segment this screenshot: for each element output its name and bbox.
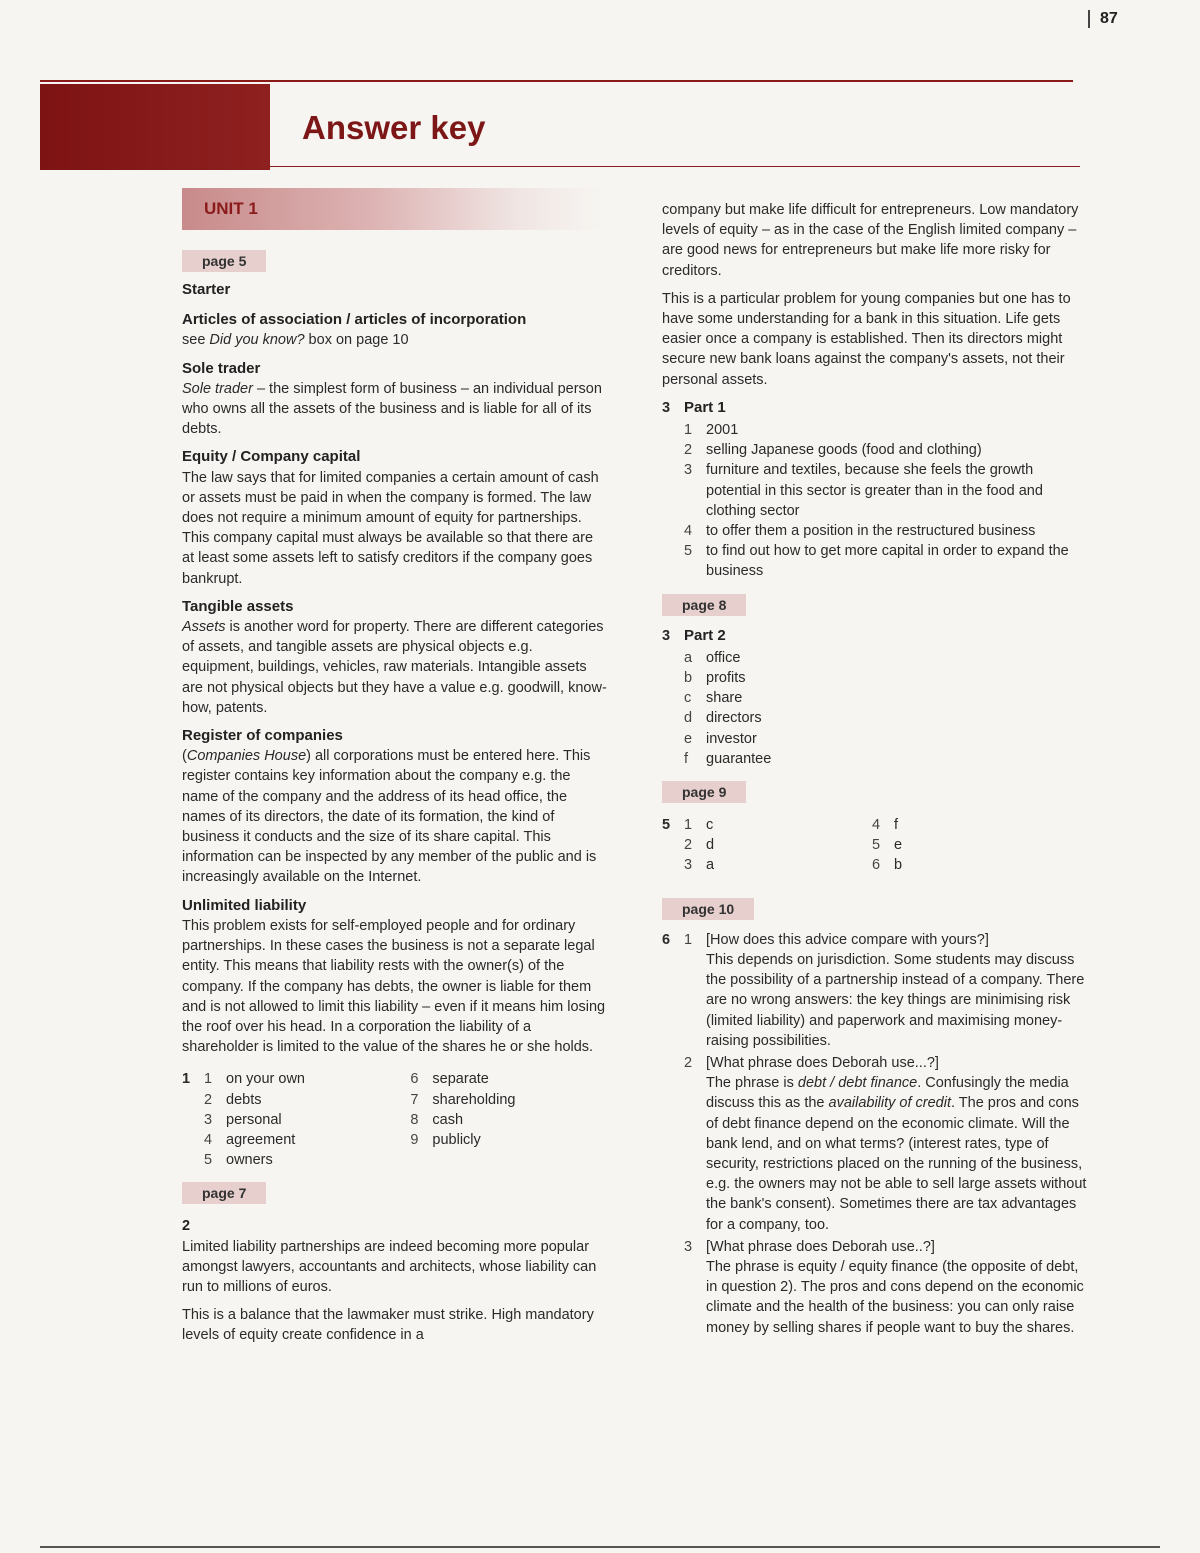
answer-text: to offer them a position in the restructured business <box>706 523 1036 540</box>
item-answer: The phrase is equity / equity finance (the opposite of debt, in question 2). The pros and cons depend on the economic climate and the health of the business: you can only raise money by selling shares if people want to buy the shares. <box>706 1258 1084 1336</box>
answer-text: 2001 <box>706 422 739 439</box>
exercise-3-part-2 <box>662 626 1092 777</box>
exercise-1-answers <box>182 1069 607 1170</box>
title-underline <box>270 166 1080 167</box>
page-title: Answer key <box>302 109 486 146</box>
answer-number: 2 <box>684 442 693 459</box>
answer-text: to find out how to get more capital in order to expand the business <box>706 543 1069 580</box>
exercise-3-number: 3 <box>662 399 671 416</box>
answer-text: b <box>894 857 903 874</box>
exercise-6 <box>662 930 1092 1340</box>
answer-text: shareholding <box>432 1091 516 1108</box>
answer-text: furniture and textiles, because she feels the growth potential in this sector is greater than in the food and clothing sector <box>706 462 1043 519</box>
register-heading: Register of companies <box>182 727 343 745</box>
exercise-6-number: 6 <box>662 931 671 948</box>
answer-text: separate <box>432 1071 489 1088</box>
answer-row <box>410 1069 607 1089</box>
answer-row <box>872 855 1072 875</box>
sole-trader-text: Sole trader – the simplest form of business – an individual person who owns all the assets of the business and is liable for all of its debts. <box>182 380 602 438</box>
page-tab-10: page 10 <box>662 898 754 920</box>
answer-row <box>204 1130 410 1150</box>
exercise-1-col-2 <box>410 1069 607 1170</box>
exercise-5-col-1 <box>684 815 872 876</box>
answer-row <box>684 541 1092 581</box>
answer-row <box>410 1090 607 1110</box>
answer-row <box>684 729 1092 749</box>
answer-number: 7 <box>410 1091 419 1108</box>
item-question: [How does this advice compare with yours?] <box>706 931 989 948</box>
answer-text: directors <box>706 710 762 727</box>
answer-row <box>872 815 1072 835</box>
tangible-assets-text: Assets is another word for property. There are different categories of assets, and tangible assets are physical objects e.g. equipment, buildings, vehicles, raw materials. Intangible assets are not physical objects but they have a value e.g. goodwill, know-how, patents. <box>182 619 607 716</box>
exercise-5-answers <box>662 815 1092 876</box>
answer-row <box>684 708 1092 728</box>
answer-number: 5 <box>204 1152 213 1169</box>
answer-text: personal <box>226 1111 282 1128</box>
answer-text: profits <box>706 670 746 687</box>
page-tab-9: page 9 <box>662 781 746 803</box>
answer-row <box>684 815 872 835</box>
answer-row <box>684 668 1092 688</box>
exercise-3b-number: 3 <box>662 627 671 644</box>
answer-number: 5 <box>684 543 693 560</box>
answer-row <box>684 440 1092 460</box>
exercise-5-number: 5 <box>662 817 671 834</box>
exercise-2-paragraph-2: This is a balance that the lawmaker must strike. High mandatory levels of equity create confidence in a <box>182 1307 594 1344</box>
answer-row <box>684 688 1092 708</box>
answer-number: 8 <box>410 1111 419 1128</box>
answer-row <box>204 1150 410 1170</box>
answer-number: 3 <box>684 857 693 874</box>
answer-row <box>684 855 872 875</box>
answer-text: selling Japanese goods (food and clothing) <box>706 442 982 459</box>
page-tab-8: page 8 <box>662 594 746 616</box>
answer-number: 9 <box>410 1131 419 1148</box>
item-number: 1 <box>684 931 693 948</box>
answer-text: publicly <box>432 1131 481 1148</box>
equity-heading: Equity / Company capital <box>182 448 361 466</box>
articles-heading: Articles of association / articles of incorporation <box>182 311 527 329</box>
answer-text: office <box>706 649 741 666</box>
answer-row <box>684 460 1092 521</box>
item-answer: The phrase is debt / debt finance. Confusingly the media discuss this as the availability of credit. The pros and cons of debt finance depend on the economic climate. Will the bank lend, and on what terms? (interest rates, type of security, restrictions placed on the running of the business, e.g. the owners may not be able to sell large assets without the bank's consent). Sometimes there are tax advantages for a company, too. <box>706 1075 1087 1233</box>
answer-number: c <box>684 690 692 707</box>
answer-row <box>684 648 1092 668</box>
answer-text: investor <box>706 730 757 747</box>
answer-text: c <box>706 817 714 834</box>
answer-number: b <box>684 670 693 687</box>
right-column <box>662 200 1092 1340</box>
answer-text: f <box>894 817 899 834</box>
articles-text: see Did you know? box on page 10 <box>182 332 409 349</box>
part-1-list <box>684 420 1092 582</box>
exercise-6-item-2 <box>684 1053 1092 1235</box>
tangible-assets-heading: Tangible assets <box>182 597 294 615</box>
answer-number: 3 <box>204 1111 213 1128</box>
answer-row <box>684 521 1092 541</box>
answer-number: 1 <box>684 422 693 439</box>
answer-number: 1 <box>684 817 693 834</box>
answer-text: d <box>706 837 715 854</box>
answer-number: e <box>684 730 693 747</box>
unit-banner: UNIT 1 <box>182 188 604 230</box>
answer-row <box>204 1110 410 1130</box>
item-question: [What phrase does Deborah use..?] <box>706 1238 935 1255</box>
part-1-heading: Part 1 <box>684 398 726 416</box>
answer-number: 4 <box>204 1131 213 1148</box>
exercise-2-paragraph-1: Limited liability partnerships are indeed becoming more popular amongst lawyers, accountants and architects, whose liability can run to millions of euros. <box>182 1238 597 1295</box>
answer-row <box>410 1110 607 1130</box>
part-2-list <box>684 648 1092 769</box>
exercise-1-number: 1 <box>182 1071 191 1088</box>
answer-number: 4 <box>872 817 881 834</box>
answer-number: d <box>684 710 693 727</box>
answer-number: 2 <box>204 1091 213 1108</box>
left-column <box>182 188 607 1354</box>
page-number: 87 <box>1088 10 1118 28</box>
exercise-2-number: 2 <box>182 1218 191 1235</box>
answer-text: a <box>706 857 715 874</box>
unlimited-liability-text: This problem exists for self-employed people and for ordinary partnerships. In these cases the business is not a separate legal entity. This means that liability rests with the owner(s) of the company. If the company has debts, the owner is liable for them and is not allowed to limit this liability – even if it means him losing the roof over his head. In a corporation the liability of a shareholder is limited to the value of the shares he or she holds. <box>182 917 606 1056</box>
exercise-1-col-1 <box>204 1069 410 1170</box>
continued-paragraph-1: company but make life difficult for entrepreneurs. Low mandatory levels of equity – as in the case of the English limited company – are good news for entrepreneurs but make life more risky for creditors. <box>662 202 1079 279</box>
footer-rule <box>40 1546 1160 1548</box>
part-2-heading: Part 2 <box>684 626 726 644</box>
answer-text: owners <box>226 1152 273 1169</box>
answer-number: a <box>684 649 693 666</box>
answer-row <box>684 749 1092 769</box>
answer-row <box>684 835 872 855</box>
answer-row <box>872 835 1072 855</box>
answer-number: 6 <box>410 1071 419 1088</box>
item-answer: This depends on jurisdiction. Some students may discuss the possibility of a partnership instead of a company. There are no wrong answers: the key things are minimising risk (limited liability) and paperwork and maximising money-raising possibilities. <box>706 951 1085 1049</box>
answer-row <box>204 1090 410 1110</box>
header-top-rule <box>40 80 1073 82</box>
answer-row <box>204 1069 410 1089</box>
answer-number: 4 <box>684 523 693 540</box>
answer-number: 1 <box>204 1071 213 1088</box>
answer-number: 6 <box>872 857 881 874</box>
item-number: 3 <box>684 1238 693 1255</box>
answer-text: e <box>894 837 903 854</box>
unlimited-liability-heading: Unlimited liability <box>182 896 307 914</box>
header-color-band <box>40 84 270 170</box>
answer-number: 3 <box>684 462 693 479</box>
page-tab-7: page 7 <box>182 1182 266 1204</box>
equity-text: The law says that for limited companies a certain amount of cash or assets must be paid in when the company is formed. The law does not require a minimum amount of equity for partnerships. This company capital must always be available so that there are at least some assets left to satisfy creditors if the company goes bankrupt. <box>182 469 599 587</box>
starter-heading: Starter <box>182 281 231 298</box>
exercise-3-part-1 <box>662 398 1092 590</box>
answer-row <box>410 1130 607 1150</box>
answer-number: 2 <box>684 837 693 854</box>
item-question: [What phrase does Deborah use...?] <box>706 1054 939 1071</box>
answer-text: share <box>706 690 743 707</box>
sole-trader-heading: Sole trader <box>182 359 261 377</box>
register-text: (Companies House) all corporations must be entered here. This register contains key information about the company e.g. the name of the company and the address of its head office, the names of its directors, the date of its formation, the kind of business it conducts and the size of its share capital. This information can be inspected by any member of the public and is increasingly available on the Internet. <box>182 748 597 886</box>
answer-number: f <box>684 750 689 767</box>
exercise-6-item-1 <box>684 930 1092 1051</box>
answer-text: guarantee <box>706 750 772 767</box>
exercise-5-col-2 <box>872 815 1072 876</box>
answer-text: on your own <box>226 1071 305 1088</box>
answer-text: cash <box>432 1111 464 1128</box>
answer-text: agreement <box>226 1131 296 1148</box>
answer-row <box>684 420 1092 440</box>
page-tab-5: page 5 <box>182 250 266 272</box>
continued-paragraph-2: This is a particular problem for young companies but one has to have some understanding for a bank in this situation. Life gets easier once a company is established. Then its directors might secure new bank loans against the company's assets, not their personal assets. <box>662 290 1071 388</box>
answer-number: 5 <box>872 837 881 854</box>
exercise-6-item-3 <box>684 1237 1092 1338</box>
item-number: 2 <box>684 1054 693 1071</box>
answer-text: debts <box>226 1091 262 1108</box>
